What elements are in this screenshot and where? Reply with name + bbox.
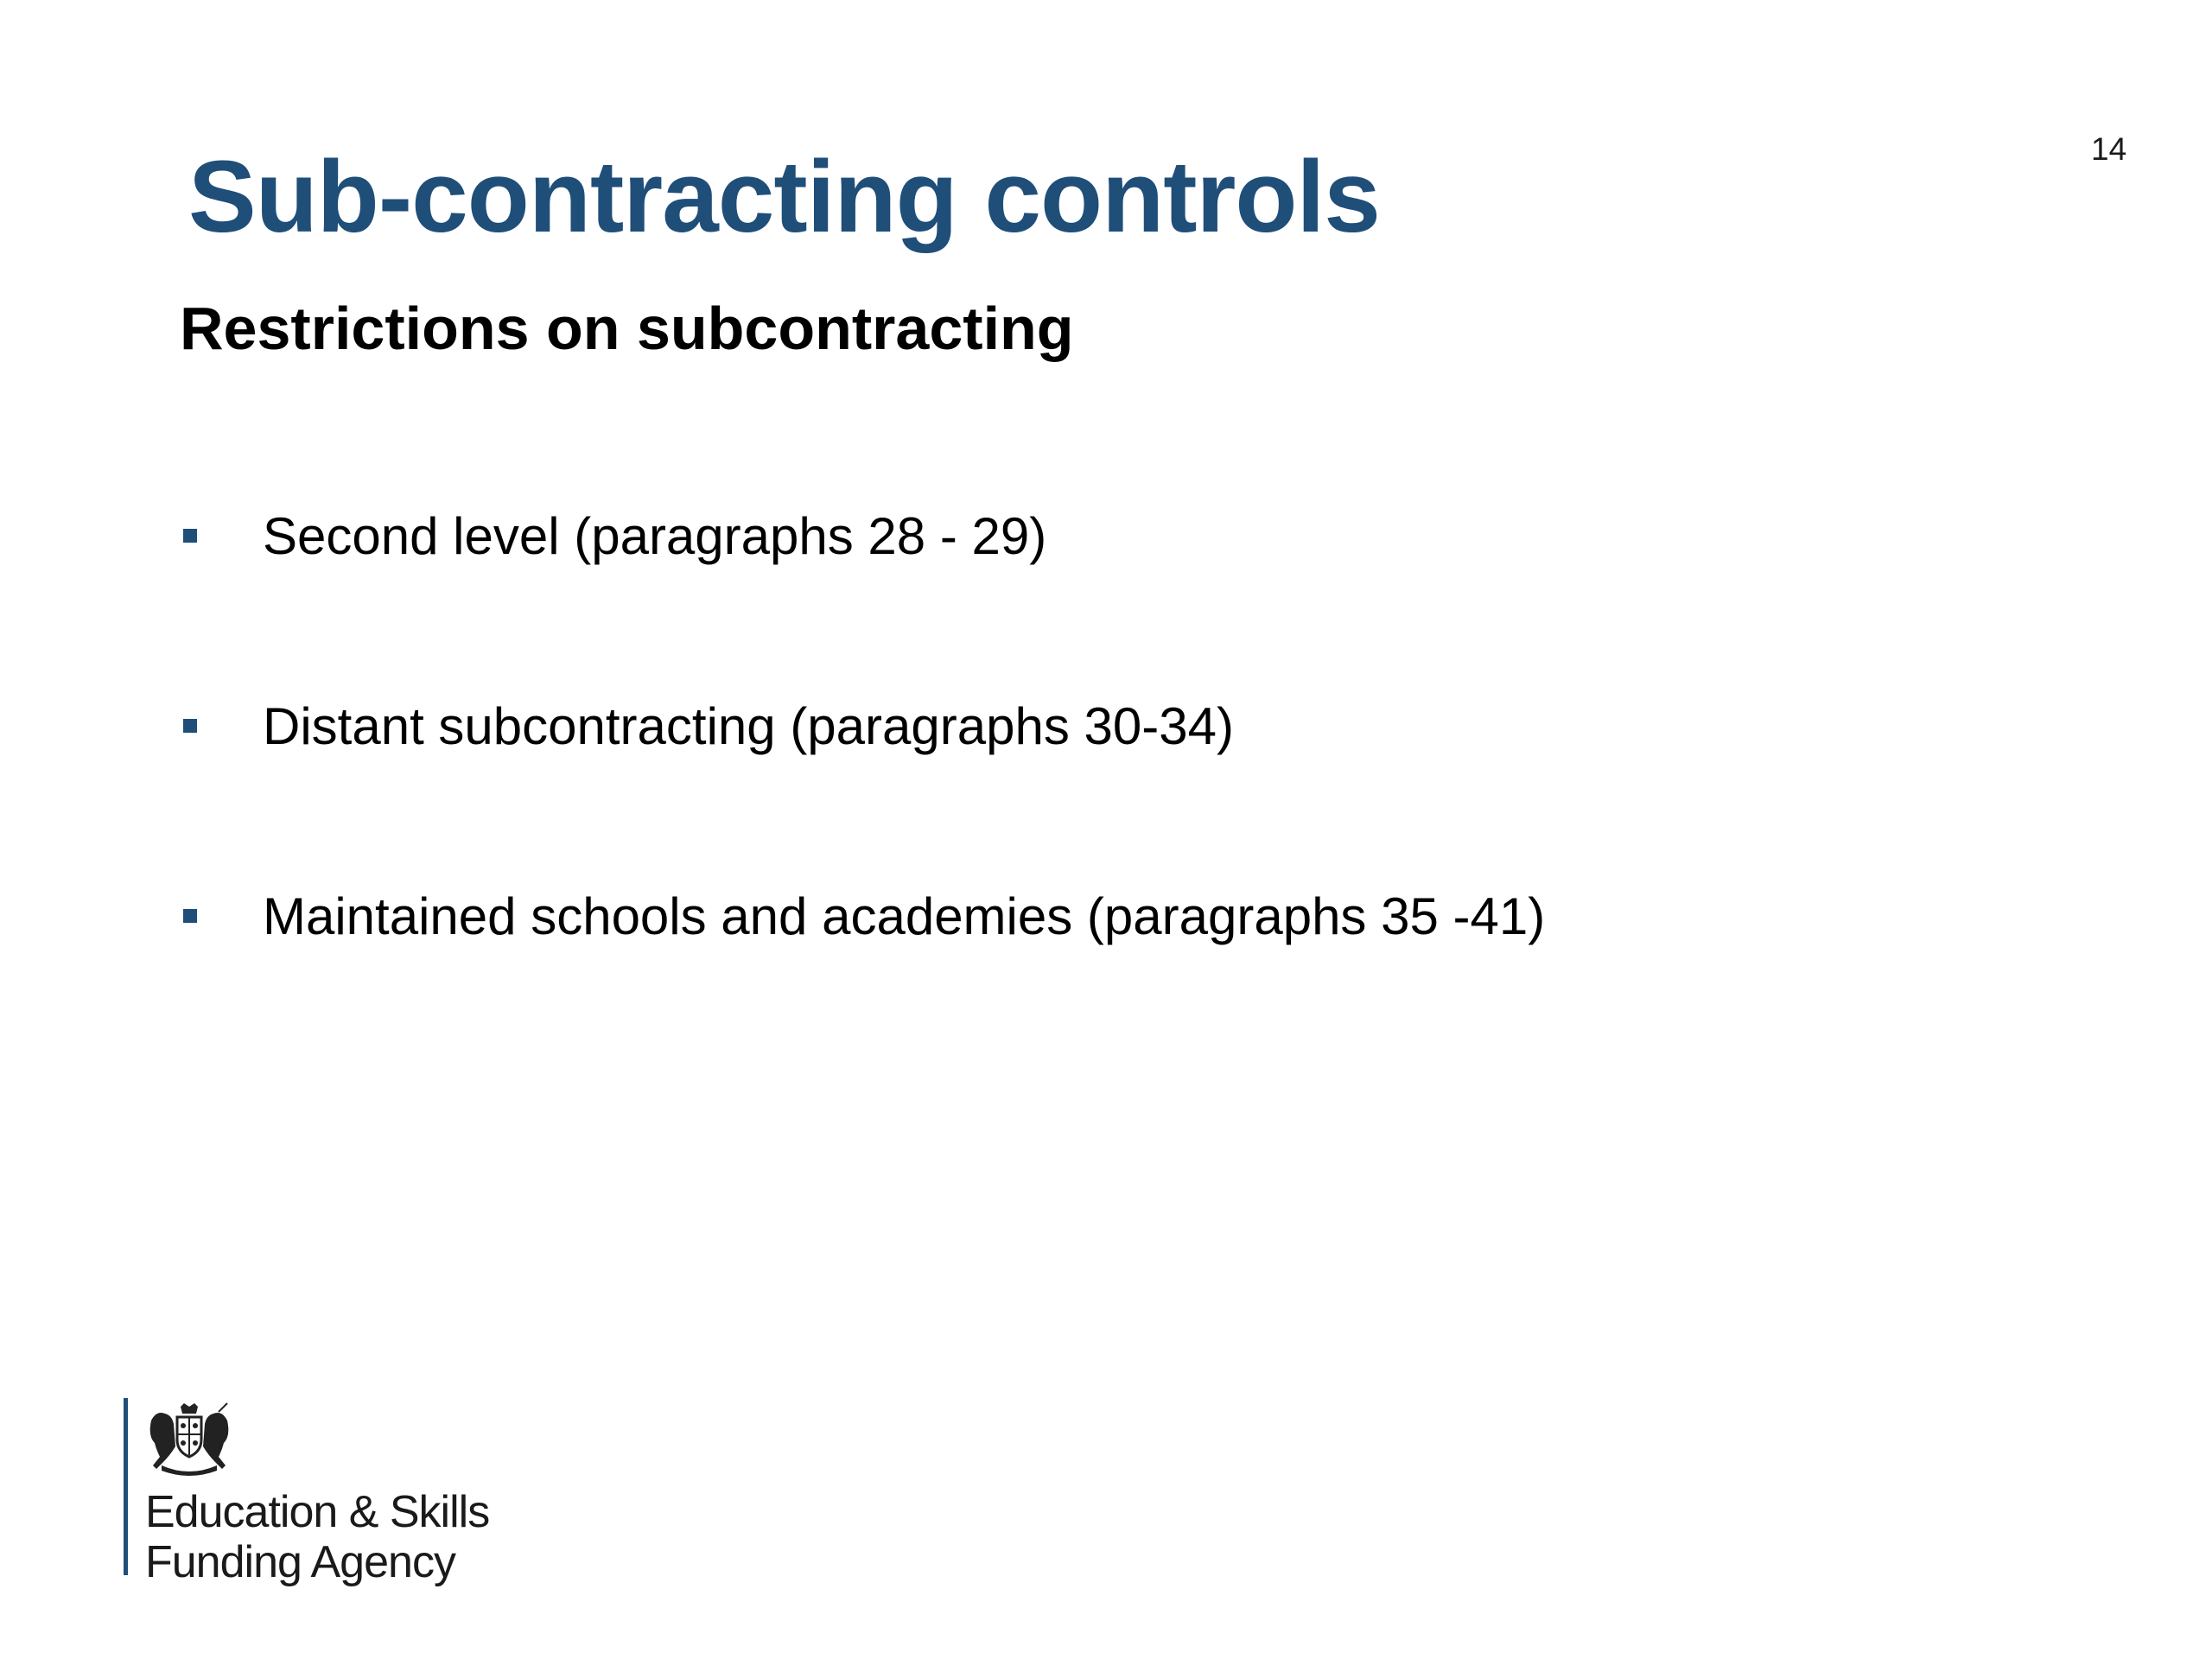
agency-name-line-1: Education & Skills — [145, 1487, 490, 1537]
logo-divider — [124, 1398, 128, 1575]
agency-name-line-2: Funding Agency — [145, 1537, 455, 1587]
royal-crest-icon — [144, 1402, 234, 1476]
bullet-marker — [183, 719, 197, 733]
bullet-text: Distant subcontracting (paragraphs 30-34) — [263, 696, 1234, 755]
list-item — [180, 484, 1545, 588]
bullet-marker — [183, 909, 197, 923]
list-item — [180, 864, 1545, 968]
slide-subtitle: Restrictions on subcontracting — [180, 295, 1074, 362]
page-number: 14 — [2091, 131, 2127, 167]
list-item — [180, 674, 1545, 778]
slide-title: Sub-contracting controls — [188, 140, 1380, 254]
agency-logo — [124, 1398, 573, 1587]
bullet-text: Second level (paragraphs 28 - 29) — [263, 506, 1047, 565]
bullet-marker — [183, 529, 197, 543]
bullet-text: Maintained schools and academies (paragraphs 35 -41) — [263, 887, 1546, 945]
bullet-list — [180, 484, 1545, 1054]
